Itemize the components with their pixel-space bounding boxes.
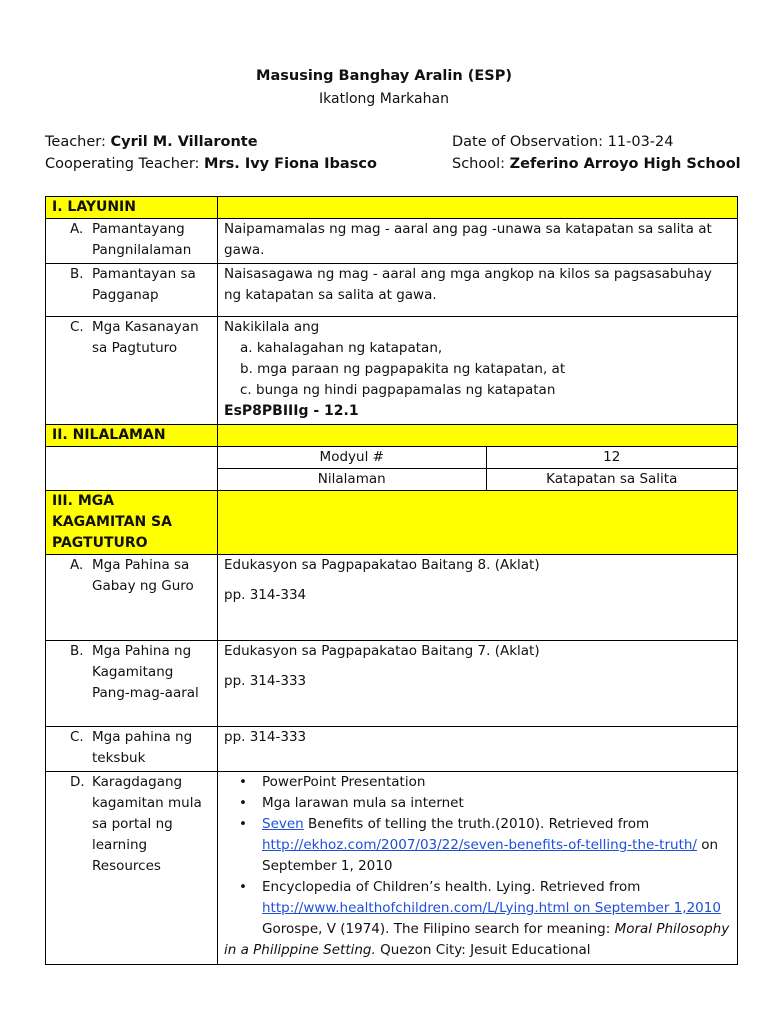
healthofchildren-url-link[interactable]: http://www.healthofchildren.com/L/Lying.html on September 1,2010 [262, 900, 721, 916]
row-label: B. Pamantayan sa Pagganap [70, 266, 196, 303]
table-cell: Katapatan sa Salita [486, 469, 737, 491]
row-label: D. Karagdagang kagamitan mula sa portal ng learning Resources [70, 774, 202, 874]
page-range: pp. 314-333 [224, 673, 307, 689]
section-heading: II. NILALAMAN [46, 425, 218, 447]
table-row [46, 641, 738, 727]
table-row [46, 727, 738, 772]
section-heading: I. LAYUNIN [46, 197, 218, 219]
document-title: Masusing Banghay Aralin (ESP) [256, 68, 512, 84]
section-row [46, 491, 738, 555]
table-cell: Modyul # [218, 447, 486, 469]
list-item: • PowerPoint Presentation [224, 772, 731, 793]
lesson-plan-table [45, 196, 738, 965]
row-label: A. Pamantayang Pangnilalaman [70, 221, 192, 258]
document-subtitle: Ikatlong Markahan [319, 91, 449, 107]
row-label: C. Mga Kasanayan sa Pagtuturo [70, 319, 199, 356]
list-item: b. mga paraan ng pagpapakita ng katapatan, at [240, 361, 566, 377]
section-row [46, 425, 738, 447]
table-row [218, 447, 737, 469]
competency-code: EsP8PBIIIg - 12.1 [224, 403, 359, 419]
date-line [452, 134, 673, 150]
page-range: pp. 314-334 [224, 587, 307, 603]
row-content: pp. 314-333 [218, 727, 738, 772]
list-item: a. kahalagahan ng katapatan, [240, 340, 443, 356]
list-item: • Encyclopedia of Children’s health. Lying. Retrieved from http://www.healthofchildren.com/L/Lying.html on September 1,2010 [224, 877, 731, 919]
seven-link[interactable]: Seven [262, 816, 304, 832]
bullet-icon: • [239, 795, 247, 811]
ekhoz-url-link[interactable]: http://ekhoz.com/2007/03/22/seven-benefits-of-telling-the-truth/ [262, 837, 697, 853]
teacher-name: Cyril M. Villaronte [110, 134, 258, 150]
teacher-label: Teacher: [45, 134, 106, 150]
section-heading-fill [218, 491, 738, 555]
row-label: A. Mga Pahina sa Gabay ng Guro [70, 557, 194, 594]
coop-name: Mrs. Ivy Fiona Ibasco [204, 156, 377, 172]
row-content [218, 555, 738, 641]
section-heading: III. MGA KAGAMITAN SA PAGTUTURO [46, 491, 218, 555]
row-content [218, 641, 738, 727]
table-row [46, 317, 738, 425]
bullet-icon: • [239, 816, 247, 832]
bullet-icon: • [239, 774, 247, 790]
bullet-icon: • [239, 879, 247, 895]
table-row [46, 447, 738, 491]
table-row [218, 469, 737, 491]
school-line [452, 156, 741, 172]
table-row [46, 772, 738, 965]
list-item: c. bunga ng hindi pagpapamalas ng katapatan [240, 382, 556, 398]
row-label: B. Mga Pahina ng Kagamitang Pang-mag-aaral [70, 643, 199, 701]
row-content [218, 317, 738, 425]
table-cell: 12 [486, 447, 737, 469]
row-label: C. Mga pahina ng teksbuk [70, 729, 193, 766]
cooperating-teacher-line [45, 156, 377, 172]
row-content: Naipamamalas ng mag - aaral ang pag -unawa sa katapatan sa salita at gawa. [218, 219, 738, 264]
school-name: Zeferino Arroyo High School [509, 156, 741, 172]
section-heading-fill [218, 425, 738, 447]
row-content [218, 772, 738, 965]
school-label: School: [452, 156, 506, 172]
coop-label: Cooperating Teacher: [45, 156, 200, 172]
row-content: Naisasagawa ng mag - aaral ang mga angkop na kilos sa pagsasabuhay ng katapatan sa salita at gawa. [218, 264, 738, 317]
table-row [46, 219, 738, 264]
competency-intro: Nakikilala ang [224, 319, 320, 335]
reference-text: Gorospe, V (1974). The Filipino search for meaning: Moral Philosophy in a Philippine Setting. Quezon City: Jesuit Educational [224, 921, 730, 958]
table-row [46, 555, 738, 641]
list-item: • Seven Benefits of telling the truth.(2010). Retrieved from http://ekhoz.com/2007/03/22/seven-benefits-of-telling-the-truth/ on September 1, 2010 [224, 814, 731, 877]
teacher-line [45, 134, 258, 150]
table-cell: Nilalaman [218, 469, 486, 491]
date-value: 11-03-24 [607, 134, 674, 150]
section-heading-fill [218, 197, 738, 219]
section-row [46, 197, 738, 219]
table-row [46, 264, 738, 317]
book-title: Edukasyon sa Pagpapakatao Baitang 8. (Aklat) [224, 557, 540, 573]
date-label: Date of Observation: [452, 134, 604, 150]
book-title: Edukasyon sa Pagpapakatao Baitang 7. (Aklat) [224, 643, 540, 659]
list-item: • Mga larawan mula sa internet [224, 793, 731, 814]
content-inner-table [218, 447, 737, 490]
